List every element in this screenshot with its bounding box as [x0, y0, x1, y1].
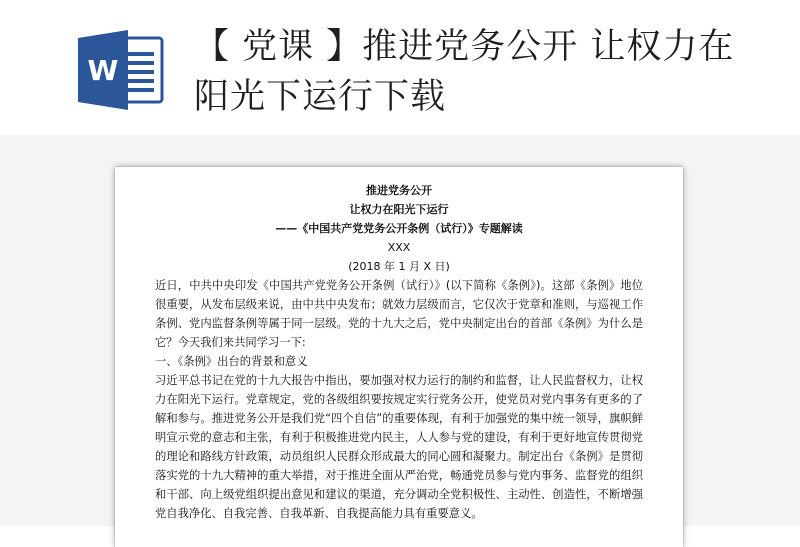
word-document-icon [74, 28, 166, 112]
paragraph-background: 习近平总书记在党的十九大报告中指出，要加强对权力运行的制约和监督，让人民监督权力，让权力在阳光下运行。党章规定，党的各级组织要按规定实行党务公开，使党员对党内事务有更多的了解和参与。推进党务公开是我们党“四个自信”的重要体现，有利于加强党的集中统一领导，旗帜鲜明宣示党的意志和主张，有利于积极推进党内民主，人人参与党的建设，有利于更好地宣传贯彻党的理论和路线方针政策，动员组织人民群众形成最大的同心圆和凝聚力。制定出台《条例》是贯彻落实党的十九大精神的重大举措，对于推进全面从严治党，畅通党员参与党内事务、监督党的组织和干部、向上级党组织提出意见和建议的渠道，充分调动全党积极性、主动性、创造性，不断增强党自我净化、自我完善、自我革新、自我提高能力具有重要意义。 [155, 374, 643, 520]
doc-date: (2018 年 1 月 X 日) [348, 260, 450, 273]
document-page [115, 167, 683, 547]
document-title: 【 党课 】推进党务公开 让权力在阳光下运行下载 [194, 27, 735, 117]
doc-heading-2: 让权力在阳光下运行 [349, 203, 449, 216]
doc-author: XXX [387, 241, 411, 254]
header [0, 0, 800, 135]
svg-text:W: W [87, 54, 119, 87]
doc-heading-3: ——《中国共产党党务公开条例（试行）》专题解读 [275, 222, 523, 235]
section-heading: 一、《条例》出台的背景和意义 [155, 355, 308, 368]
paragraph-intro: 近日，中共中央印发《中国共产党党务公开条例（试行）》(以下简称《条例》)。这部《条例》地位很重要，从发布层级来说，由中共中央发布；就效力层级而言，它仅次于党章和准则，与巡视工作条例、党内监督条例等属于同一层级。党的十九大之后，党中央制定出台的首部《条例》为什么是它？今天我们来共同学习一下: [155, 279, 643, 349]
doc-heading-1: 推进党务公开 [366, 184, 432, 197]
